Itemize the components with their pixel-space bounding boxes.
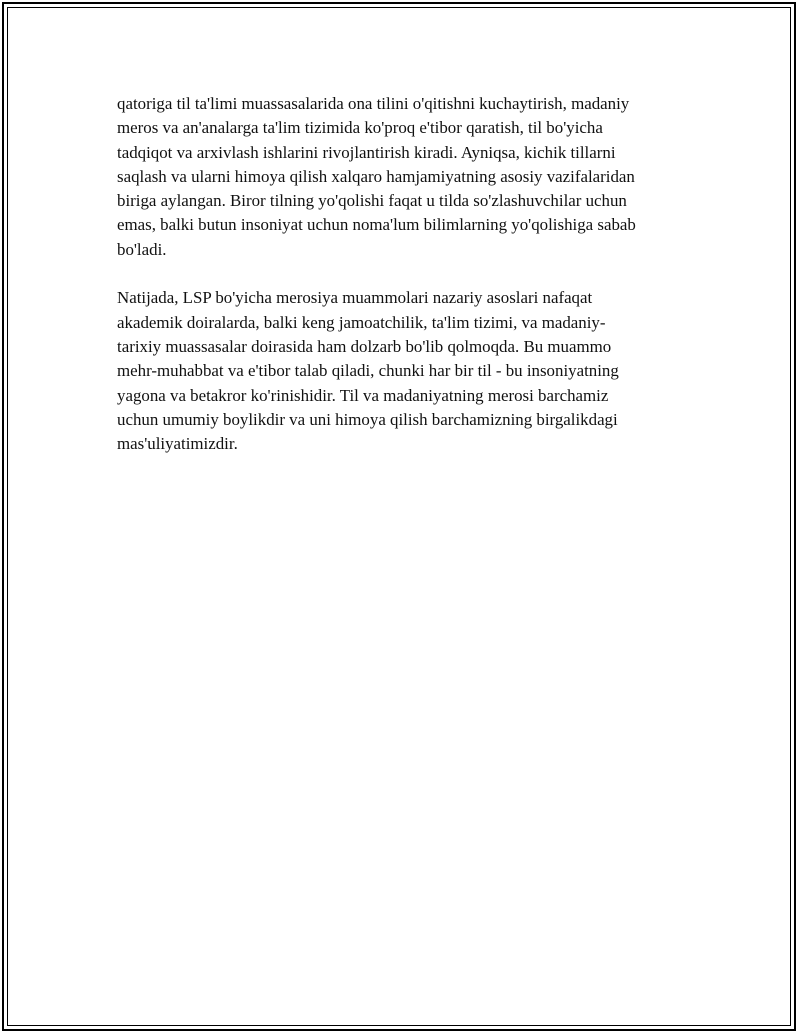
paragraph-line: mas'uliyatimizdir.: [117, 434, 238, 454]
paragraph-line: yagona va betakror ko'rinishidir. Til va madaniyatning merosi barchamiz: [117, 385, 609, 405]
paragraph-line: uchun umumiy boylikdir va uni himoya qilish barchamizning birgalikdagi: [117, 409, 618, 429]
paragraph-line: emas, balki butun insoniyat uchun noma'lum bilimlarning yo'qolishiga sabab: [117, 215, 636, 235]
document-body: [117, 92, 697, 481]
paragraph-line: bo'ladi.: [117, 239, 167, 259]
paragraph-line: Natijada, LSP bo'yicha merosiya muammolari nazariy asoslari nafaqat: [117, 288, 593, 308]
paragraph-2: [117, 286, 697, 456]
paragraph-line: saqlash va ularni himoya qilish xalqaro hamjamiyatning asosiy vazifalaridan: [117, 166, 635, 186]
paragraph-line: tadqiqot va arxivlash ishlarini rivojlantirish kiradi. Ayniqsa, kichik tillarni: [117, 142, 616, 162]
paragraph-line: mehr-muhabbat va e'tibor talab qiladi, chunki har bir til - bu insoniyatning: [117, 361, 619, 381]
paragraph-line: biriga aylangan. Biror tilning yo'qolishi faqat u tilda so'zlashuvchilar uchun: [117, 191, 627, 211]
paragraph-1: [117, 92, 697, 262]
paragraph-line: qatoriga til ta'limi muassasalarida ona tilini o'qitishni kuchaytirish, madaniy: [117, 94, 630, 113]
paragraph-line: meros va an'analarga ta'lim tizimida ko'proq e'tibor qaratish, til bo'yicha: [117, 118, 603, 138]
paragraph-line: tarixiy muassasalar doirasida ham dolzarb bo'lib qolmoqda. Bu muammo: [117, 336, 612, 356]
paragraph-line: akademik doiralarda, balki keng jamoatchilik, ta'lim tizimi, va madaniy-: [117, 312, 606, 332]
